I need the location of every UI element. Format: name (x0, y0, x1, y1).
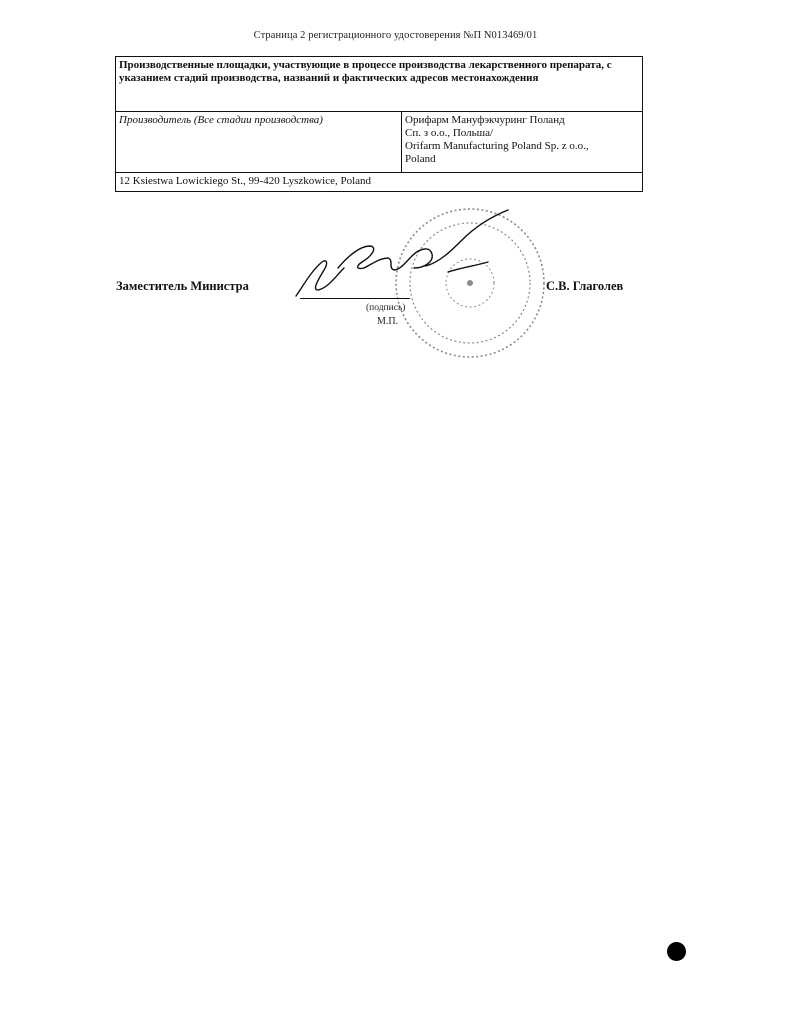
manufacturer-role: Производитель (Все стадии производства) (116, 112, 402, 173)
table-row (116, 112, 643, 173)
manufacturing-sites-table (115, 56, 643, 192)
signature-caption: (подпись) (366, 303, 406, 313)
signer-name: С.В. Глаголев (546, 279, 624, 293)
manufacturer-name-line: Poland (405, 153, 436, 165)
page-caption: Страница 2 регистрационного удостоверения №П N013469/01 (253, 30, 538, 41)
manufacturer-name-line: Орифарм Мануфэкчуринг Поланд (405, 114, 565, 126)
table-heading: Производственные площадки, участвующие в процессе производства лекарственного препарата, с указанием стадий производства, названий и фактических адресов местонахождения (116, 57, 643, 112)
scan-mark-icon (667, 942, 686, 961)
stamp-label: М.П. (377, 316, 399, 327)
address-row (116, 173, 643, 192)
manufacturer-address: 12 Ksiestwa Lowickiego St., 99-420 Lyszkowice, Poland (116, 173, 643, 192)
manufacturer-name (402, 112, 643, 173)
manufacturer-name-line: Orifarm Manufacturing Poland Sp. z o.o., (405, 140, 589, 152)
signer-title: Заместитель Министра (116, 279, 249, 293)
table-heading-row (116, 57, 643, 112)
signature-line (300, 298, 410, 299)
manufacturer-name-line: Сп. з о.о., Польша/ (405, 127, 494, 139)
